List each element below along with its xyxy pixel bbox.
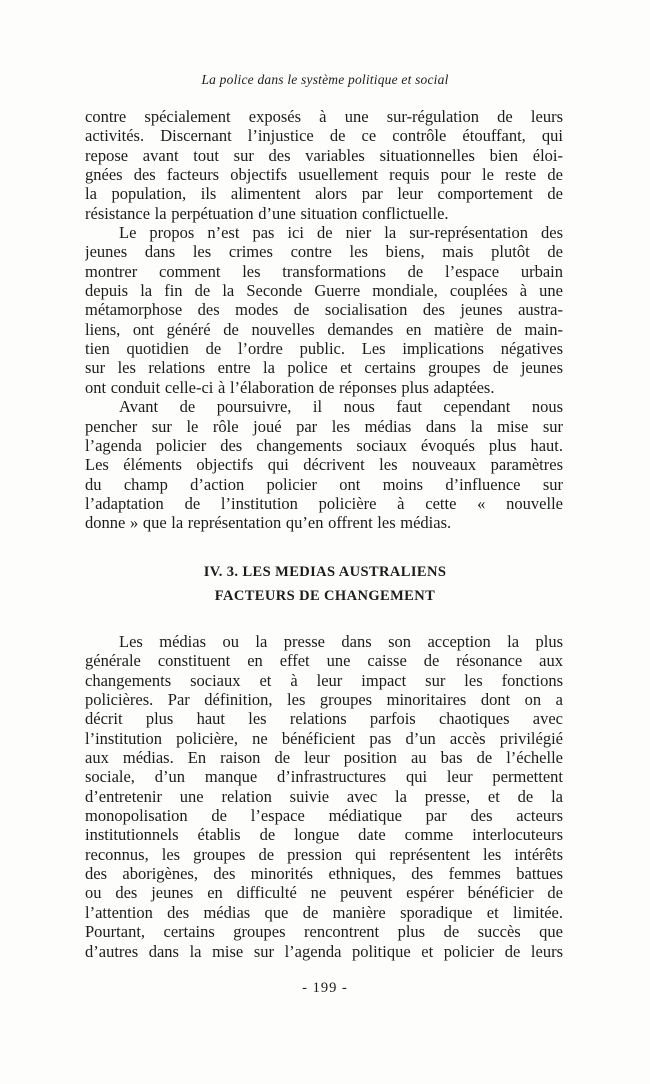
text-line: d’entretenir une relation suivie avec la presse, et de la — [85, 786, 563, 806]
page-number: - 199 - — [302, 980, 348, 996]
paragraph — [85, 397, 563, 532]
text-line: l’institution policière, ne bénéficient pas d’un accès privilégié — [85, 728, 563, 748]
text-line: policières. Par définition, les groupes minoritaires dont on a — [85, 690, 563, 710]
text-line: métamorphose des modes de socialisation des jeunes austra- — [85, 300, 563, 320]
section-heading — [0, 561, 650, 608]
text-line: Avant de poursuivre, il nous faut cependant nous — [119, 397, 563, 417]
text-line: générale constituent en effet une caisse de résonance aux — [85, 651, 563, 671]
text-line: l’adaptation de l’institution policière à cette « nouvelle — [85, 493, 563, 513]
text-line: sur les relations entre la police et certains groupes de jeunes — [85, 358, 563, 378]
paragraph — [85, 223, 563, 397]
text-line: Les éléments objectifs qui décrivent les nouveaux paramètres — [85, 455, 563, 475]
text-line: sociale, d’un manque d’infrastructures qui leur permettent — [85, 767, 563, 787]
section-heading-line1: IV. 3. LES MEDIAS AUSTRALIENS — [203, 564, 447, 580]
text-line: contre spécialement exposés à une sur-régulation de leurs — [85, 107, 563, 126]
text-line: tien quotidien de l’ordre public. Les implications négatives — [85, 339, 563, 359]
text-line: activités. Discernant l’injustice de ce contrôle étouffant, qui — [85, 126, 563, 146]
section-heading-line2: FACTEURS DE CHANGEMENT — [214, 587, 436, 604]
text-line: Le propos n’est pas ici de nier la sur-représentation des — [119, 223, 563, 243]
text-line: résistance la perpétuation d’une situation conflictuelle. — [85, 203, 449, 223]
text-block-bottom — [85, 632, 563, 961]
paragraph — [85, 632, 563, 961]
text-line: Pourtant, certains groupes rencontrent plus de succès que — [85, 922, 563, 942]
text-line: montrer comment les transformations de l’espace urbain — [85, 261, 563, 281]
text-line: changements sociaux et à leur impact sur les fonctions — [85, 670, 563, 690]
text-line: décrit plus haut les relations parfois chaotiques avec — [85, 709, 563, 729]
paragraph — [85, 107, 563, 223]
text-line: ont conduit celle-ci à l’élaboration de réponses plus adaptées. — [85, 377, 495, 397]
text-line: donne » que la représentation qu’en offrent les médias. — [85, 513, 452, 533]
running-header: La police dans le système politique et social — [201, 72, 449, 87]
text-line: l’attention des médias que de manière sporadique et limitée. — [85, 902, 563, 922]
text-line: d’autres dans la mise sur l’agenda politique et policier de leurs — [85, 941, 563, 961]
text-line: depuis la fin de la Seconde Guerre mondiale, couplées à une — [85, 281, 563, 301]
text-line: reconnus, les groupes de pression qui représentent les intérêts — [85, 844, 563, 864]
text-line: des aborigènes, des minorités ethniques, des femmes battues — [85, 864, 563, 884]
text-line: du champ d’action policier ont moins d’influence sur — [85, 474, 563, 494]
text-line: monopolisation de l’espace médiatique par des acteurs — [85, 806, 563, 826]
text-block-top — [85, 107, 563, 533]
text-line: aux médias. En raison de leur position au bas de l’échelle — [85, 748, 563, 768]
text-line: pencher sur le rôle joué par les médias dans la mise sur — [85, 416, 563, 436]
text-line: institutionnels établis de longue date comme interlocuteurs — [85, 825, 563, 845]
text-line: ou des jeunes en difficulté ne peuvent espérer bénéficier de — [85, 883, 563, 903]
text-line: Les médias ou la presse dans son acception la plus — [119, 632, 563, 651]
text-line: l’agenda policier des changements sociaux évoqués plus haut. — [85, 435, 563, 455]
text-line: la population, ils alimentent alors par leur comportement de — [85, 184, 563, 204]
text-line: liens, ont généré de nouvelles demandes en matière de main- — [85, 319, 563, 339]
text-line: jeunes dans les crimes contre les biens, mais plutôt de — [85, 242, 563, 262]
text-line: repose avant tout sur des variables situationnelles bien éloi- — [85, 145, 563, 165]
text-line: gnées des facteurs objectifs usuellement requis pour le reste de — [85, 165, 563, 185]
